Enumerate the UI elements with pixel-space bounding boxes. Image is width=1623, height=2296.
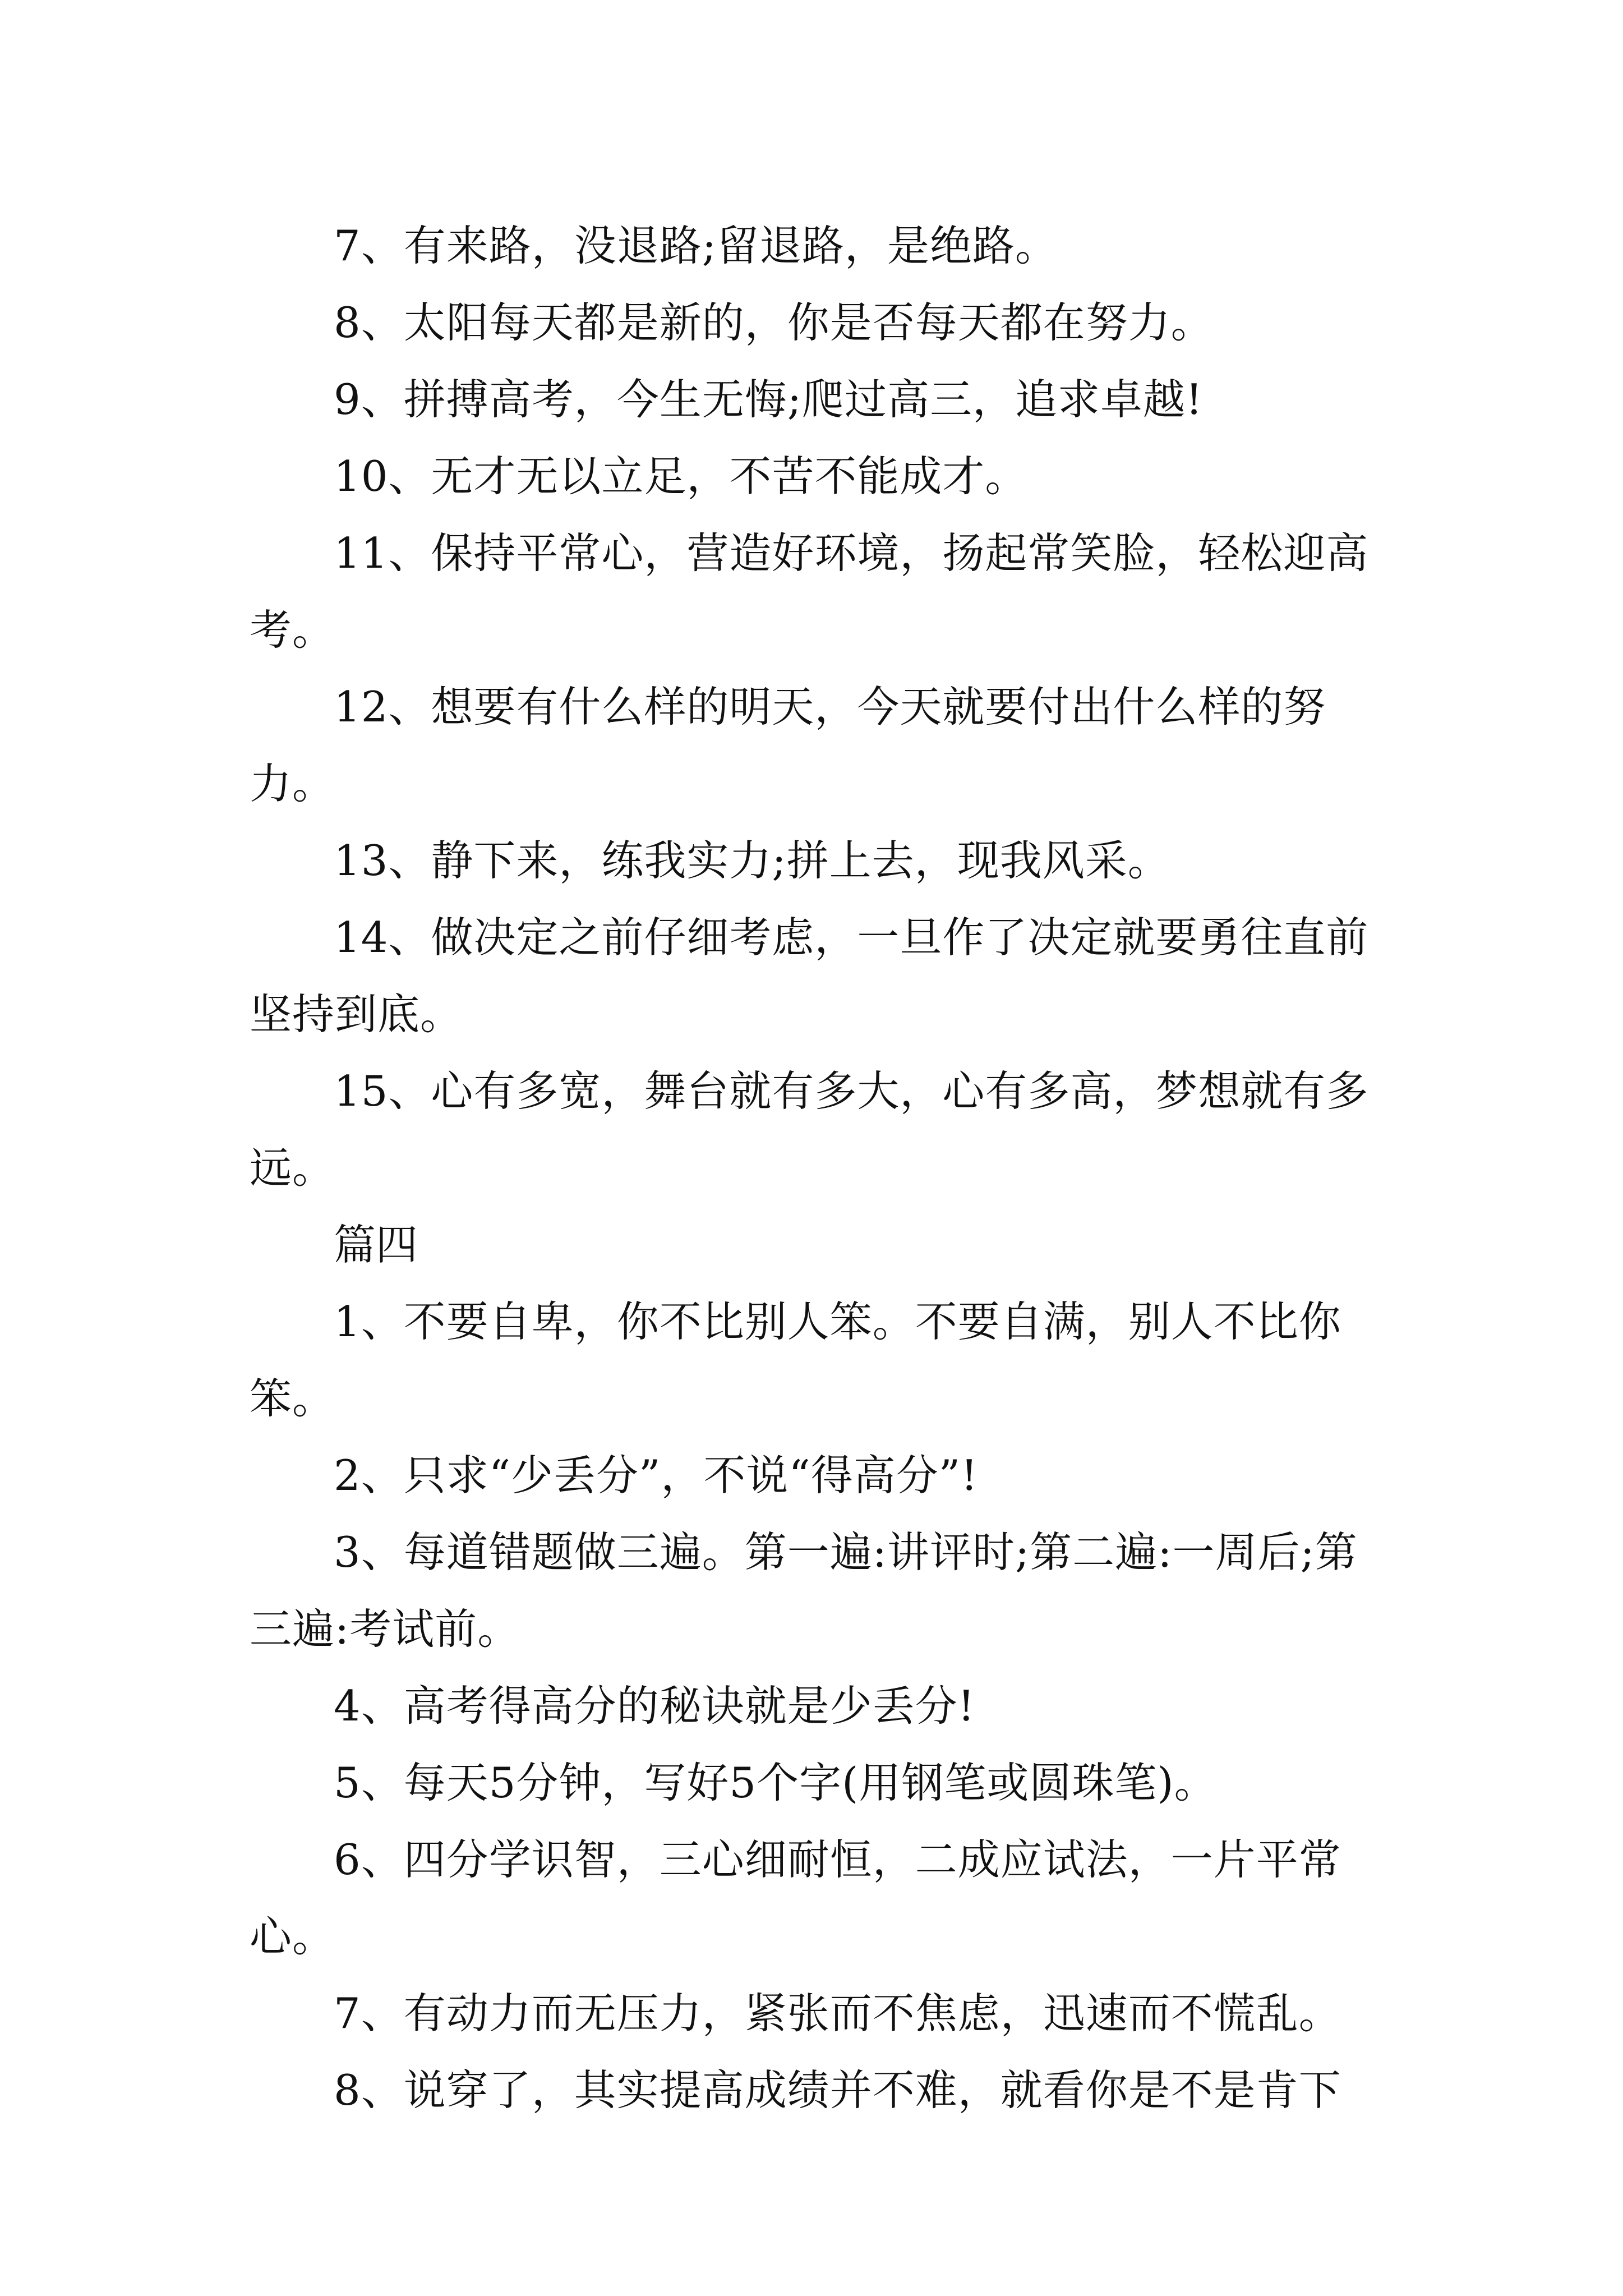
paragraph: 1、不要自卑，你不比别人笨。不要自满，别人不比你笨。 [250, 1297, 1341, 1423]
paragraph: 15、心有多宽，舞台就有多大，心有多高，梦想就有多远。 [250, 1066, 1369, 1193]
paragraph: 3、每道错题做三遍。第一遍:讲评时;第二遍:一周后;第三遍:考试前。 [250, 1527, 1358, 1654]
paragraph: 7、有来路，没退路;留退路，是绝路。 [334, 221, 1058, 270]
paragraph: 8、说穿了，其实提高成绩并不难，就看你是不是肯下 [334, 2065, 1341, 2115]
paragraph: 6、四分学识智，三心细耐恒，二成应试法，一片平常心。 [250, 1835, 1341, 1961]
paragraph: 13、静下来，练我实力;拼上去，现我风采。 [334, 836, 1170, 885]
paragraph: 10、无才无以立足，不苦不能成才。 [334, 452, 1028, 501]
paragraph: 9、拼搏高考，今生无悔;爬过高三，追求卓越! [334, 375, 1204, 424]
paragraph: 8、太阳每天都是新的，你是否每天都在努力。 [334, 298, 1214, 347]
paragraph: 4、高考得高分的秘诀就是少丢分! [334, 1681, 975, 1731]
paragraph: 14、做决定之前仔细考虑，一旦作了决定就要勇往直前坚持到底。 [250, 913, 1369, 1039]
paragraph: 12、想要有什么样的明天，今天就要付出什么样的努力。 [250, 682, 1326, 808]
paragraph: 5、每天5分钟，写好5个字(用钢笔或圆珠笔)。 [334, 1758, 1217, 1807]
section-heading: 篇四 [334, 1220, 418, 1269]
paragraph: 2、只求“少丢分”，不说“得高分”! [334, 1451, 979, 1500]
paragraph: 11、保持平常心，营造好环境，扬起常笑脸，轻松迎高考。 [250, 528, 1369, 655]
document-body [250, 208, 1371, 2129]
paragraph: 7、有动力而无压力，紧张而不焦虑，迅速而不慌乱。 [334, 1989, 1341, 2038]
